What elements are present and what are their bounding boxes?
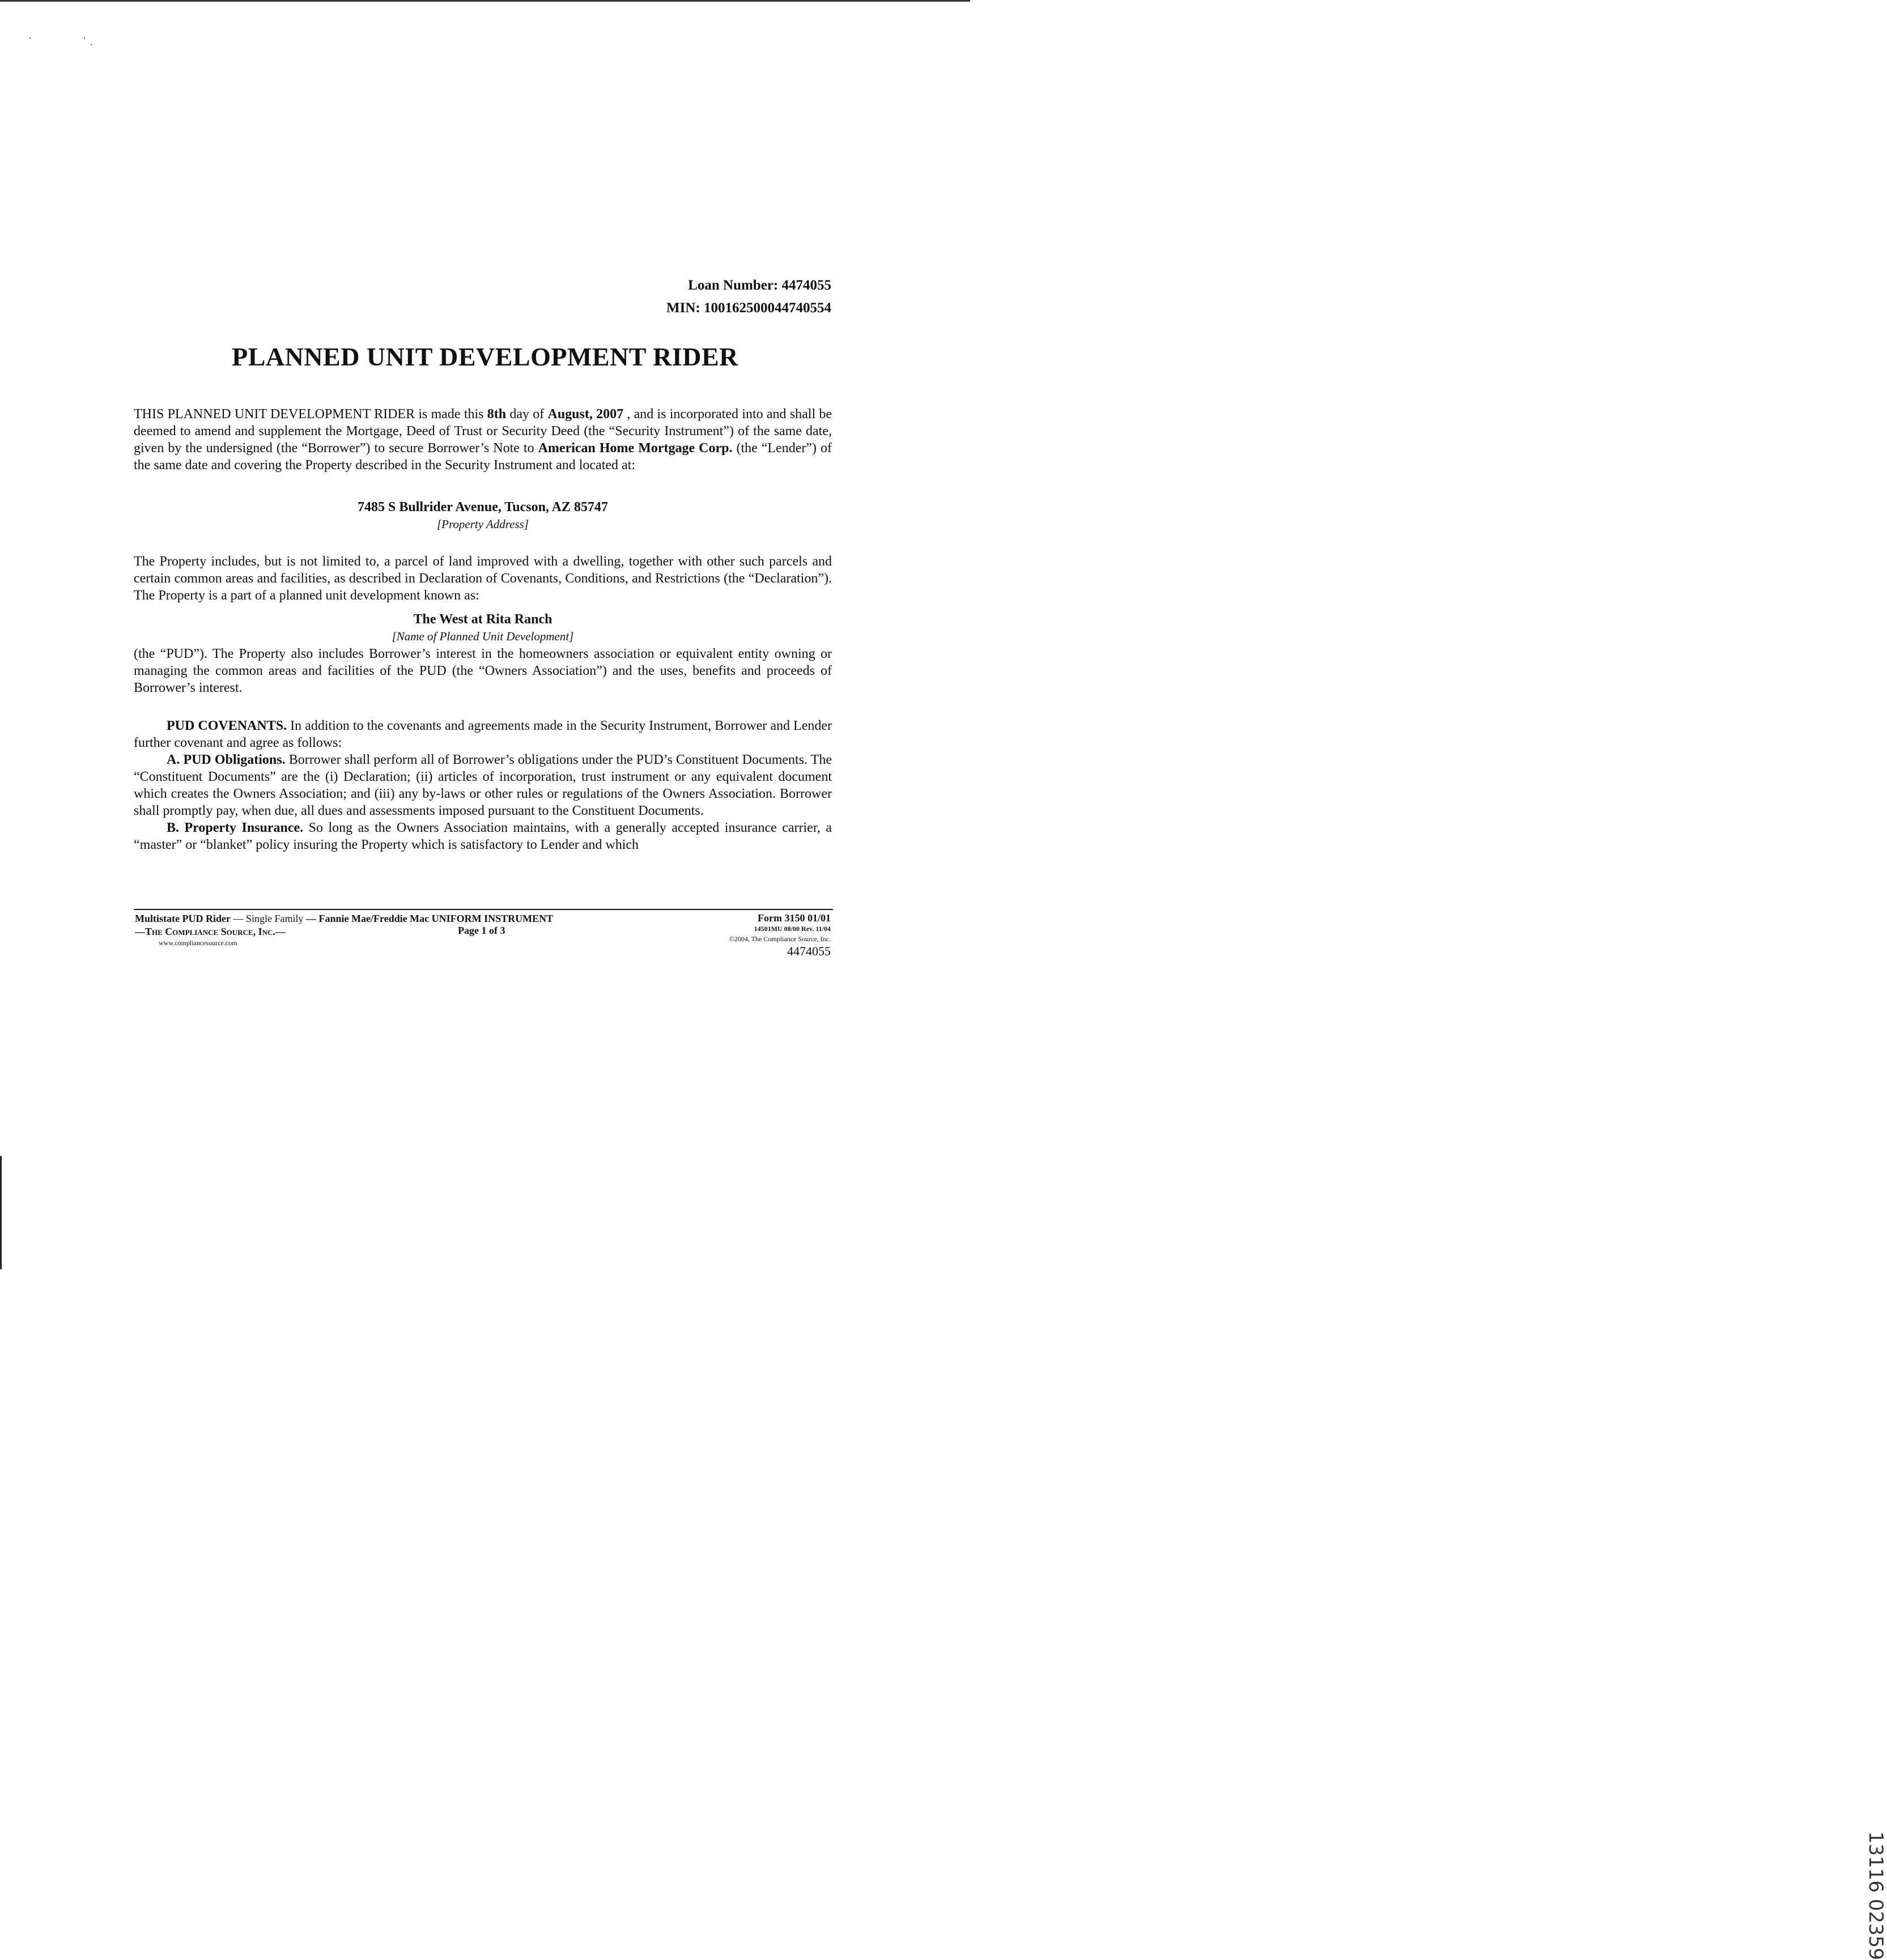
scan-edge-top <box>0 0 970 2</box>
loan-identifiers <box>666 274 831 320</box>
pud-name-block <box>134 611 832 645</box>
covenants-section: PUD COVENANTS. In addition to the covenants and agreements made in the Security Instrument, Borrower and Lender further covenant and agree as follows: A. PUD Obligations. Borrower shall perform all of Borrower’s obligations under the PUD’s Constituent Documents. The “Constituent Documents” are the (i) Declaration; (ii) articles of incorporation, trust instrument or any equivalent document which creates the Owners Association; and (iii) any by-laws or other rules or regulations of the Owners Association. Borrower shall promptly pay, when due, all dues and assessments imposed pursuant to the Constituent Documents. B. Property Insurance. So long as the Owners Association maintains, with a generally accepted insurance carrier, a “master” or “blanket” policy insuring the Property which is satisfactory to Lender and which <box>134 718 832 852</box>
property-description <box>134 553 832 604</box>
property-address-caption: [Property Address] <box>437 517 529 531</box>
company-url: www.compliancesource.com <box>159 939 237 947</box>
company-name: —The Compliance Source, Inc.— <box>135 926 286 937</box>
pud-interest-paragraph: (the “PUD”). The Property also includes Borrower’s interest in the homeowners association or equivalent entity owning or managing the common areas and facilities of the PUD (the “Owners Association”) and the uses, benefits and proceeds of Borrower’s interest. <box>134 647 832 695</box>
covenant-a: A. PUD Obligations. Borrower shall perform all of Borrower’s obligations under the PUD’s Constituent Documents. The “Constituent Documents” are the (i) Declaration; (ii) articles of incorporation, trust instrument or any equivalent document which creates the Owners Association; and (iii) any by-laws or other rules or regulations of the Owners Association. Borrower shall promptly pay, when due, all dues and assessments imposed pursuant to the Constituent Documents. <box>134 752 832 818</box>
covenant-b-label: B. Property Insurance. <box>167 820 304 835</box>
footer-left: Multistate PUD Rider — Single Family — Fannie Mae/Freddie Mac UNIFORM INSTRUMENT —The Compliance Source, Inc.— www.compliancesource.com <box>135 913 554 947</box>
scan-edge-left <box>0 1156 2 1269</box>
pud-name: The West at Rita Ranch <box>413 612 552 627</box>
covenant-a-label: A. PUD Obligations. <box>167 752 286 767</box>
footer-right <box>729 912 831 959</box>
intro-paragraph: THIS PLANNED UNIT DEVELOPMENT RIDER is made this 8th day of August, 2007 , and is incorporated into and shall be deemed to amend and supplement the Mortgage, Deed of Trust or Security Deed (the “Security Instrument”) of the same date, given by the undersigned (the “Borrower”) to secure Borrower’s Note to American Home Mortgage Corp. (the “Lender”) of the same date and covering the Property described in the Security Instrument and located at: <box>134 407 832 473</box>
scan-speck <box>29 37 31 39</box>
footer-loan-number: 4474055 <box>787 944 831 958</box>
loan-number: Loan Number: 4474055 <box>688 278 831 293</box>
pud-name-caption: [Name of Planned Unit Development] <box>392 630 574 643</box>
copyright: ©2004, The Compliance Source, Inc. <box>729 935 831 943</box>
description-paragraph: The Property includes, but is not limited to, a parcel of land improved with a dwelling, together with other such parcels and certain common areas and facilities, as described in Declaration of Covenants, Conditions, and Restrictions (the “Declaration”). The Property is a part of a planned unit development known as: <box>134 554 832 603</box>
rider-day: 8th <box>487 407 507 422</box>
scan-speck <box>84 37 85 39</box>
lender-name: American Home Mortgage Corp. <box>538 441 733 456</box>
min-number: MIN: 100162500044740554 <box>666 300 831 316</box>
covenants-heading: PUD COVENANTS. <box>167 718 287 733</box>
document-title: PLANNED UNIT DEVELOPMENT RIDER <box>232 342 738 371</box>
document-page: Loan Number: 4474055 MIN: 100162500044740554 PLANNED UNIT DEVELOPMENT RIDER THIS PLANNED UNIT DEVELOPMENT RIDER is made this 8th day of August, 2007 , and is incorporated into and shall be deemed to amend and supplement the Mortgage, Deed of Trust or Security Deed (the “Security Instrument”) of the same date, given by the undersigned (the “Borrower”) to secure Borrower’s Note to American Home Mortgage Corp. (the “Lender”) of the same date and covering the Property described in the Security Instrument and located at: 7485 S Bullrider Avenue, Tucson, AZ 85747 [Property Address] The Property includes, but is not limited to, a parcel of land improved with a dwelling, together with other such parcels and certain common areas and facilities, as described in Declaration of Covenants, Conditions, and Restrictions (the “Declaration”). The Property is a part of a planned unit development known as: The West at Rita Ranch [Name of Planned Unit Development] (the “PUD”). The Property also includes Borrower’s interest in the homeowners association or equivalent entity owning or managing the common areas and facilities of the PUD (the “Owners Association”) and the uses, benefits and proceeds of Borrower’s interest. PUD COVENANTS. In addition to the covenants and agreements made in the Security Instrument, Borrower and Lender further covenant and agree as follows: A. PUD Obligations. Borrower shall perform all of Borrower’s obligations under the PUD’s Constituent Documents. The “Constituent Documents” are the (i) Declaration; (ii) articles of incorporation, trust instrument or any equivalent document which creates the Owners Association; and (iii) any by-laws or other rules or regulations of the Owners Association. Borrower shall promptly pay, when due, all dues and assessments imposed pursuant to the Constituent Documents. B. Property Insurance. So long as the Owners Association maintains, with a generally accepted insurance carrier, a “master” or “blanket” policy insuring the Property which is satisfactory to Lender and which Multistate PUD Rider — Single Family — Fannie Mae/Freddie Mac UNIFORM INSTRUMENT —The Compliance Source, Inc.— www.compliancesource.com Page 1 of 3 Form 3150 01/01 14501MU 08/00 Rev. 11/04 ©2004, The Compliance Source, Inc. 4474055 13116 02359 <box>0 0 970 1269</box>
footer-divider <box>134 909 833 910</box>
rider-date: August, 2007 <box>547 407 624 422</box>
page-number: Page 1 of 3 <box>458 925 505 936</box>
property-address-block <box>134 499 832 533</box>
form-number: Form 3150 01/01 <box>758 912 831 924</box>
form-revision: 14501MU 08/00 Rev. 11/04 <box>754 925 831 933</box>
scan-speck <box>91 44 92 45</box>
property-address: 7485 S Bullrider Avenue, Tucson, AZ 85747 <box>358 500 608 515</box>
covenant-b: B. Property Insurance. So long as the Owners Association maintains, with a generally accepted insurance carrier, a “master” or “blanket” policy insuring the Property which is satisfactory to Lender and which <box>134 820 832 852</box>
